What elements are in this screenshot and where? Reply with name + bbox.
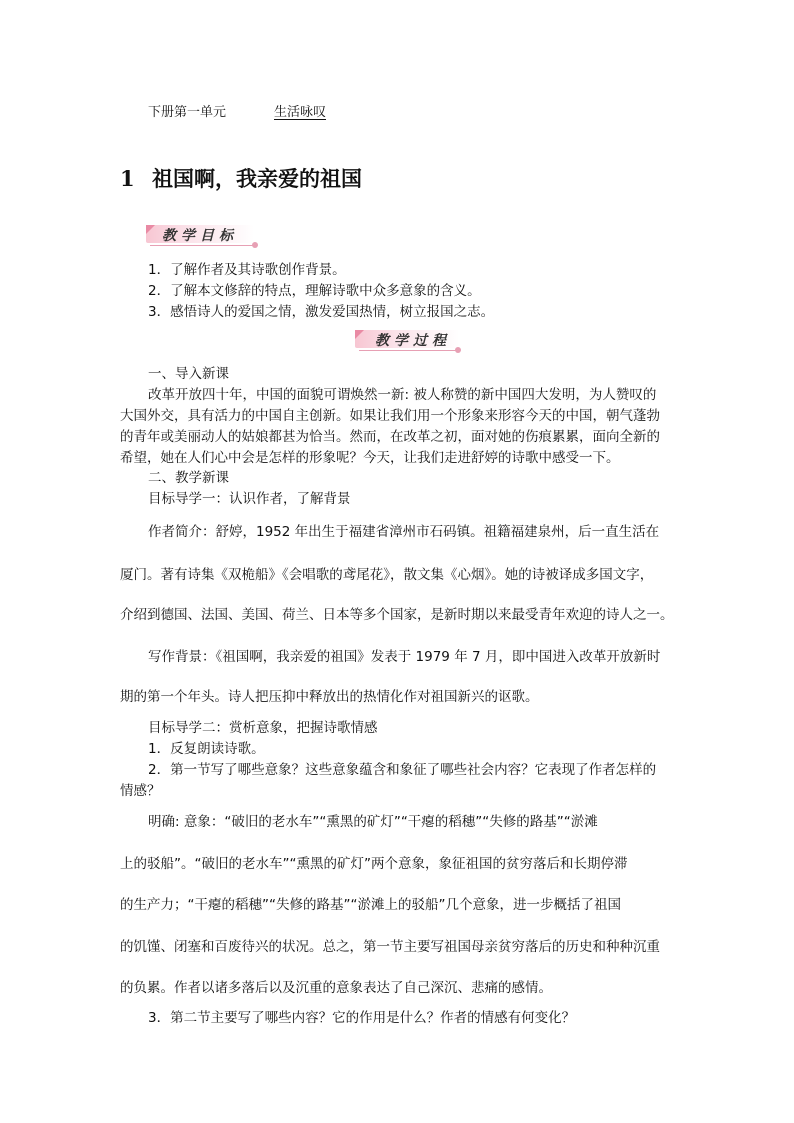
paragraph-line: 介绍到德国、法国、美国、荷兰、日本等多个国家，是新时期以来最受青年欢迎的诗人之一。 xyxy=(120,607,674,623)
badge-dot xyxy=(455,347,461,353)
question-item: 情感？ xyxy=(120,783,161,799)
goals-badge xyxy=(146,225,264,247)
unit-theme: 生活咏叹 xyxy=(274,105,327,120)
question-item: 2．第一节写了哪些意象？这些意象蕴含和象征了哪些社会内容？它表现了作者怎样的 xyxy=(148,762,657,778)
paragraph-line: 作者简介：舒婷，1952 年出生于福建省漳州市石码镇。祖籍福建泉州，后一直生活在 xyxy=(148,524,660,540)
question-item: 3．第二节主要写了哪些内容？它的作用是什么？作者的情感有何变化？ xyxy=(148,1010,576,1026)
answer-line: 的生产力；“干瘪的稻穗”“失修的路基”“淤滩上的驳船”几个意象，进一步概括了祖国 xyxy=(120,897,621,913)
goals-badge-label: 教学目标 xyxy=(162,228,238,244)
answer-line: 上的驳船”。“破旧的老水车”“熏黑的矿灯”两个意象，象征祖国的贫穷落后和长期停滞 xyxy=(120,856,628,872)
section-heading: 二、教学新课 xyxy=(148,470,229,486)
paragraph-line: 厦门。著有诗集《双桅船》《会唱歌的鸢尾花》，散文集《心烟》。她的诗被译成多国文字， xyxy=(120,567,654,583)
process-badge xyxy=(355,330,469,352)
badge-corner-mark xyxy=(355,330,364,339)
section-heading: 一、导入新课 xyxy=(148,366,229,382)
unit-label: 下册第一单元 xyxy=(148,105,227,120)
process-badge-label: 教学过程 xyxy=(375,333,451,349)
badge-dot xyxy=(252,242,258,248)
paragraph-line: 希望，她在人们心中会是怎样的形象呢？今天，让我们走进舒婷的诗歌中感受一下。 xyxy=(120,450,620,466)
badge-corner-mark xyxy=(146,225,155,234)
paragraph-line: 改革开放四十年，中国的面貌可谓焕然一新: 被人称赞的新中国四大发明，为人赞叹的 xyxy=(148,387,657,403)
paragraph-line: 写作背景：《祖国啊，我亲爱的祖国》发表于 1979 年 7 月，即中国进入改革开放新时 xyxy=(148,649,661,665)
goal-item: 3．感悟诗人的爱国之情，激发爱国热情，树立报国之志。 xyxy=(148,304,495,320)
answer-line: 的饥馑、闭塞和百废待兴的状况。总之，第一节主要写祖国母亲贫穷落后的历史和种种沉重 xyxy=(120,939,660,955)
paragraph-line: 期的第一个年头。诗人把压抑中释放出的热情化作对祖国新兴的讴歌。 xyxy=(120,689,539,705)
paragraph-line: 的青年或美丽动人的姑娘都甚为恰当。然而，在改革之初，面对她的伤痕累累，面向全新的 xyxy=(120,429,660,445)
lesson-number: 1 xyxy=(120,166,135,191)
lesson-title xyxy=(120,163,362,193)
guide-heading: 目标导学二：赏析意象，把握诗歌情感 xyxy=(148,720,378,736)
paragraph-line: 大国外交，具有活力的中国自主创新。如果让我们用一个形象来形容今天的中国，朝气蓬勃 xyxy=(120,408,660,424)
goal-item: 2．了解本文修辞的特点，理解诗歌中众多意象的含义。 xyxy=(148,283,481,299)
question-item: 1．反复朗读诗歌。 xyxy=(148,741,265,757)
lesson-title-text: 祖国啊，我亲爱的祖国 xyxy=(152,166,362,191)
guide-heading: 目标导学一：认识作者，了解背景 xyxy=(148,491,351,507)
answer-line: 的负累。作者以诸多落后以及沉重的意象表达了自己深沉、悲痛的感情。 xyxy=(120,980,552,996)
goal-item: 1．了解作者及其诗歌创作背景。 xyxy=(148,262,346,278)
answer-line: 明确: 意象：“破旧的老水车”“熏黑的矿灯”“干瘪的稻穗”“失修的路基”“淤滩 xyxy=(148,814,598,830)
